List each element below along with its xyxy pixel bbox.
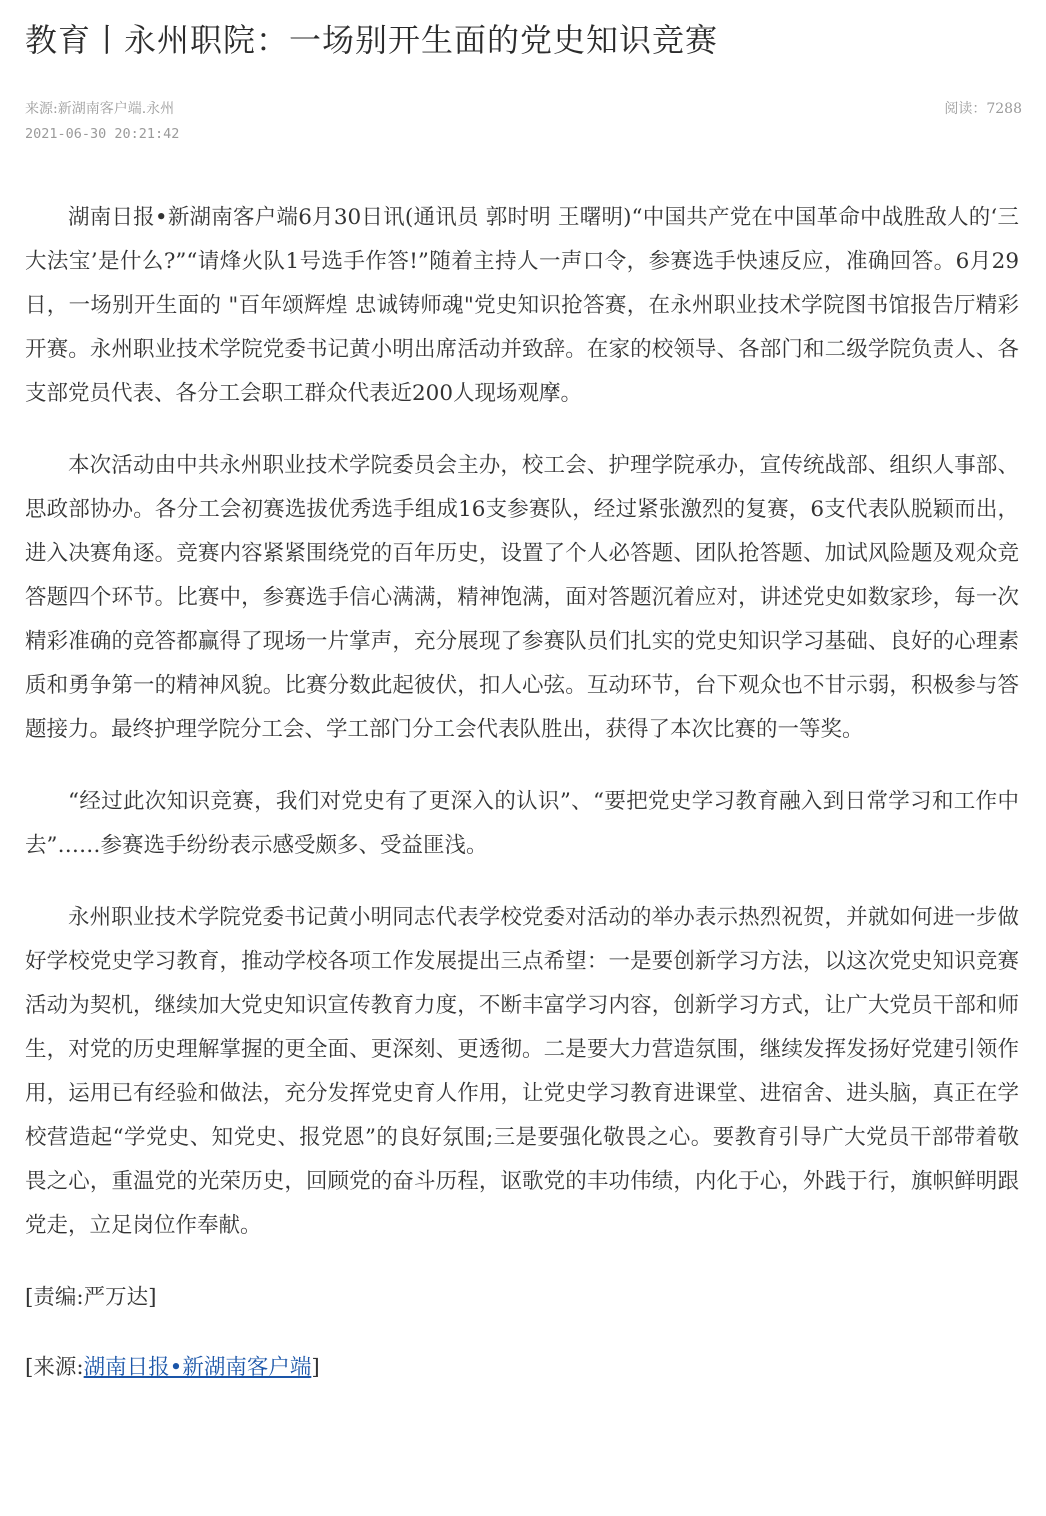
source-prefix: [来源:: [25, 1355, 84, 1380]
source-link[interactable]: 湖南日报•新湖南客户端: [83, 1355, 312, 1380]
article-datetime: 2021-06-30 20:21:42: [25, 126, 180, 142]
article-source: 来源:新湖南客户端.永州: [25, 101, 175, 117]
article-paragraph: “经过此次知识竞赛，我们对党史有了更深入的认识”、“要把党史学习教育融入到日常学习和工作中去”……参赛选手纷纷表示感受颇多、受益匪浅。: [25, 789, 1019, 858]
article-body: [25, 196, 1019, 1418]
article-paragraph: 湖南日报•新湖南客户端6月30日讯(通讯员 郭时明 王曙明)“中国共产党在中国革命中战胜敌人的‘三大法宝’是什么?”“请烽火队1号选手作答!”随着主持人一声口令，参赛选手快速反应，准确回答。6月29日，一场别开生面的 "百年颂辉煌 忠诚铸师魂"党史知识抢答赛，在永州职业技术学院图书馆报告厅精彩开赛。永州职业技术学院党委书记黄小明出席活动并致辞。在家的校领导、各部门和二级学院负责人、各支部党员代表、各分工会职工群众代表近200人现场观摩。: [25, 205, 1019, 406]
source-credit: [25, 1346, 1019, 1390]
read-count: 阅读：7288: [944, 101, 1022, 117]
article-paragraph: 本次活动由中共永州职业技术学院委员会主办，校工会、护理学院承办，宣传统战部、组织人事部、思政部协办。各分工会初赛选拔优秀选手组成16支参赛队，经过紧张激烈的复赛，6支代表队脱颖而出，进入决赛角逐。竞赛内容紧紧围绕党的百年历史，设置了个人必答题、团队抢答题、加试风险题及观众竞答题四个环节。比赛中，参赛选手信心满满，精神饱满，面对答题沉着应对，讲述党史如数家珍，每一次精彩准确的竞答都赢得了现场一片掌声，充分展现了参赛队员们扎实的党史知识学习基础、良好的心理素质和勇争第一的精神风貌。比赛分数此起彼伏，扣人心弦。互动环节，台下观众也不甘示弱，积极参与答题接力。最终护理学院分工会、学工部门分工会代表队胜出，获得了本次比赛的一等奖。: [25, 453, 1019, 742]
article-title: 教育丨永州职院：一场别开生面的党史知识竞赛: [25, 21, 719, 59]
source-suffix: ]: [311, 1355, 320, 1380]
editor-credit: [责编:严万达]: [25, 1285, 157, 1310]
article-paragraph: 永州职业技术学院党委书记黄小明同志代表学校党委对活动的举办表示热烈祝贺，并就如何进一步做好学校党史学习教育，推动学校各项工作发展提出三点希望：一是要创新学习方法，以这次党史知识竞赛活动为契机，继续加大党史知识宣传教育力度，不断丰富学习内容，创新学习方式，让广大党员干部和师生，对党的历史理解掌握的更全面、更深刻、更透彻。二是要大力营造氛围，继续发挥发扬好党建引领作用，运用已有经验和做法，充分发挥党史育人作用，让党史学习教育进课堂、进宿舍、进头脑，真正在学校营造起“学党史、知党史、报党恩”的良好氛围;三是要强化敬畏之心。要教育引导广大党员干部带着敬畏之心，重温党的光荣历史，回顾党的奋斗历程，讴歌党的丰功伟绩，内化于心，外践于行，旗帜鲜明跟党走，立足岗位作奉献。: [25, 905, 1019, 1238]
